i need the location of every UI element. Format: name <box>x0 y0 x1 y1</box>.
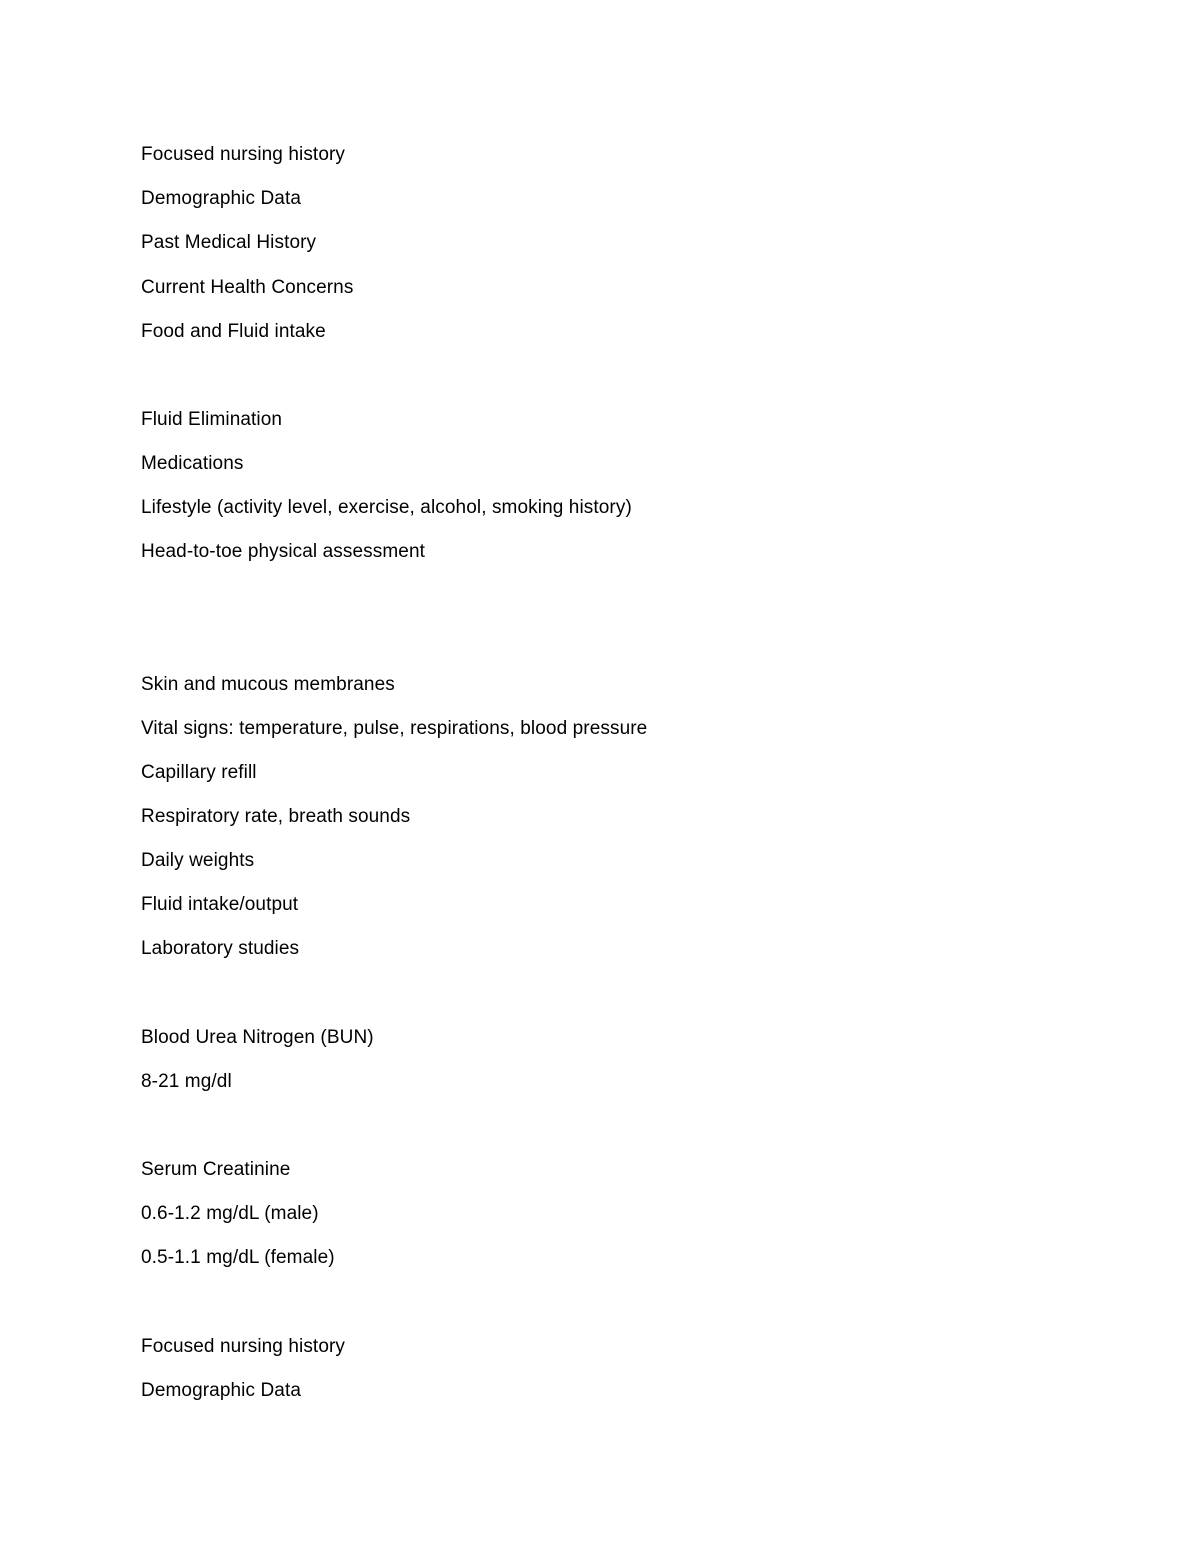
text-line: Head-to-toe physical assessment <box>141 541 426 562</box>
text-line: Focused nursing history <box>141 144 346 165</box>
text-line: Skin and mucous membranes <box>141 674 395 695</box>
text-line: Daily weights <box>141 850 255 871</box>
text-line: Demographic Data <box>141 188 302 209</box>
text-line: 8-21 mg/dl <box>141 1071 232 1092</box>
text-line: Current Health Concerns <box>141 277 354 298</box>
text-line: Blood Urea Nitrogen (BUN) <box>141 1027 374 1048</box>
text-line: Serum Creatinine <box>141 1159 291 1180</box>
text-line: Food and Fluid intake <box>141 321 326 342</box>
text-line: Demographic Data <box>141 1380 302 1401</box>
text-line: Vital signs: temperature, pulse, respirations, blood pressure <box>141 718 648 739</box>
text-line: Lifestyle (activity level, exercise, alcohol, smoking history) <box>141 497 632 518</box>
text-line: Fluid Elimination <box>141 409 283 430</box>
text-line: Laboratory studies <box>141 938 300 959</box>
text-line: Fluid intake/output <box>141 894 299 915</box>
text-line: 0.6-1.2 mg/dL (male) <box>141 1203 319 1224</box>
text-line: Medications <box>141 453 244 474</box>
text-line: 0.5-1.1 mg/dL (female) <box>141 1247 335 1268</box>
text-line: Respiratory rate, breath sounds <box>141 806 411 827</box>
text-line: Capillary refill <box>141 762 257 783</box>
text-line: Past Medical History <box>141 232 317 253</box>
text-line: Focused nursing history <box>141 1336 346 1357</box>
